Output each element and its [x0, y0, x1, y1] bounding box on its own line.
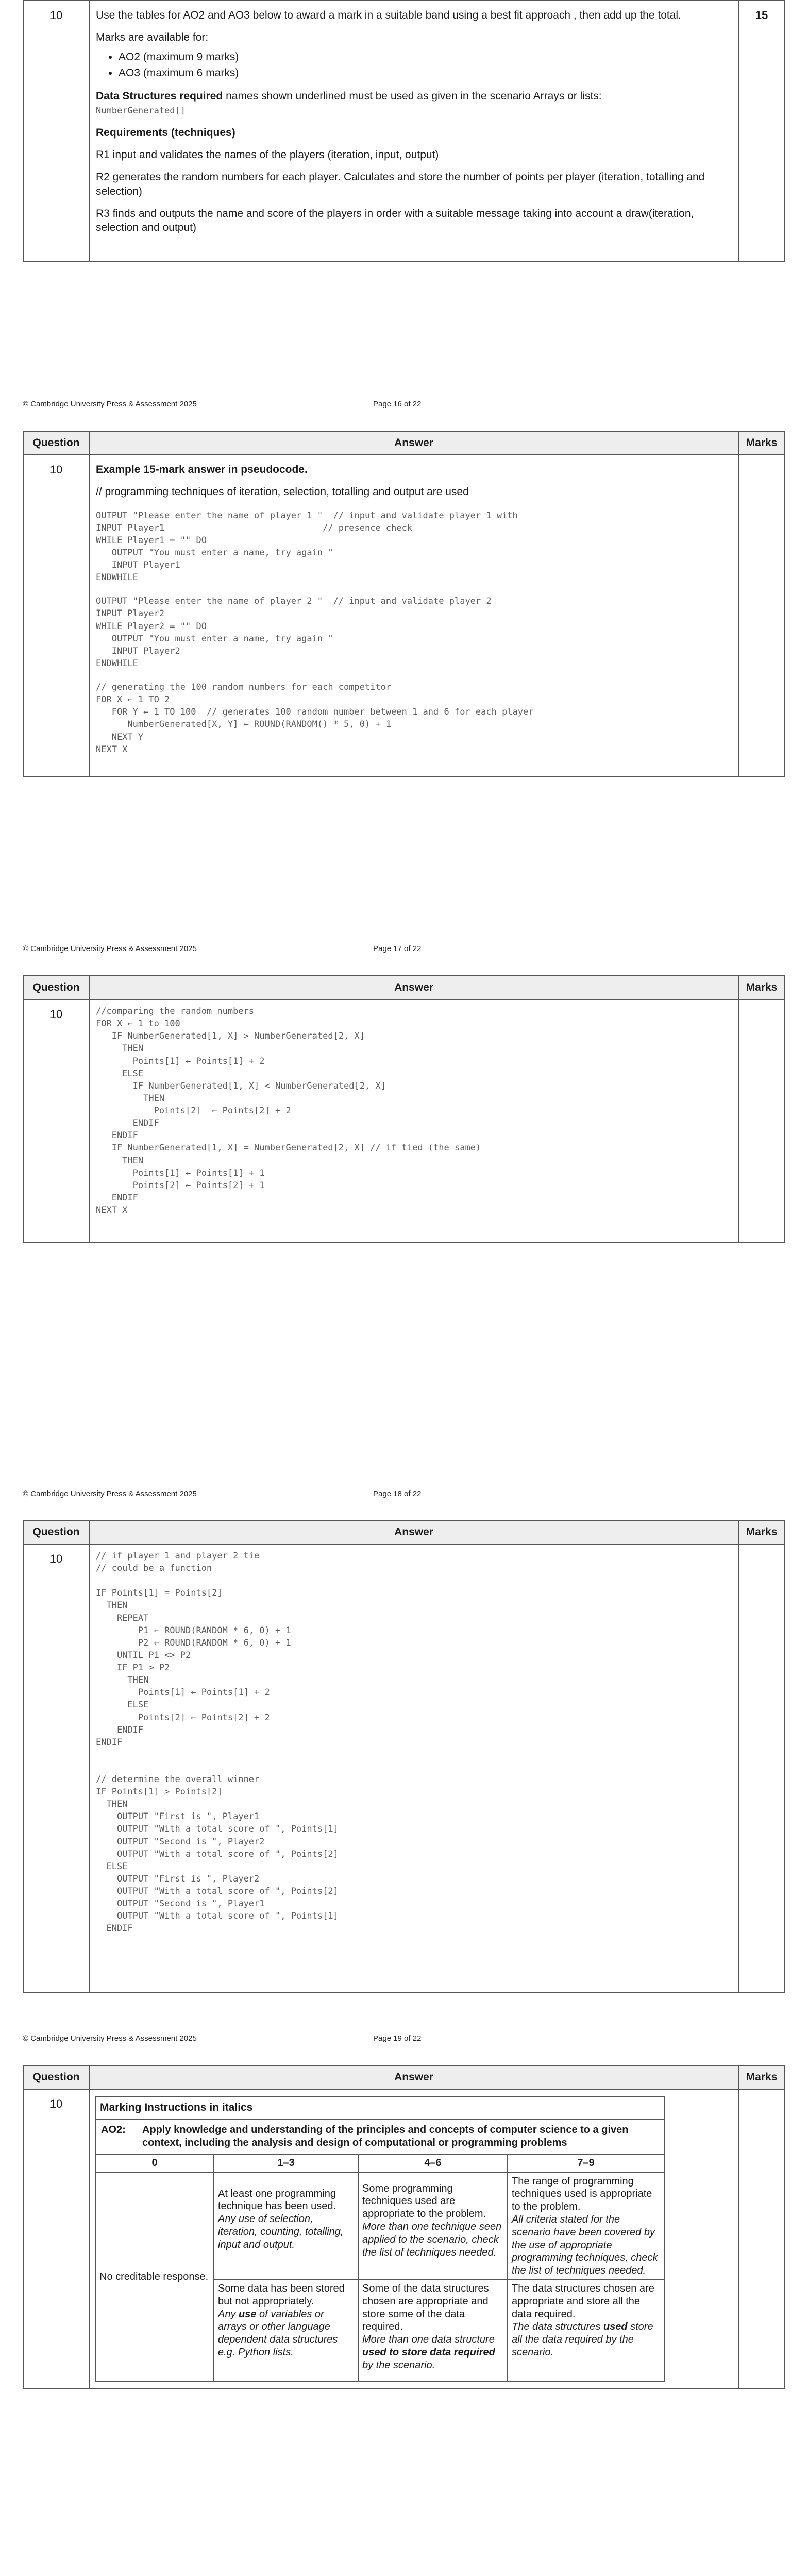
mark-scheme-table: [23, 975, 785, 1243]
code-block-tie-comment: // if player 1 and player 2 tie // could be a function: [96, 1551, 260, 1574]
answer-cell: [89, 999, 738, 1243]
example-heading: Example 15-mark answer in pseudocode.: [96, 464, 308, 476]
question-number: 10: [23, 1, 89, 261]
requirement-r3: R3 finds and outputs the name and score of the players in order with a suitable message taking into account a draw(iteration, selection and output): [96, 207, 694, 234]
copyright-text: © Cambridge University Press & Assessment 2025: [23, 2034, 197, 2043]
marks-header: Marks: [738, 2065, 785, 2089]
list-item: • AO2 (maximum 9 marks): [119, 50, 732, 64]
ao2-r1-band2: Some programming techniques used are appropriate to the problem. More than one technique seen applied to the scenario, check the list of techniques needed.: [358, 2173, 508, 2280]
ao2-description: [95, 2119, 664, 2154]
ao2-r1-band3: The range of programming techniques used is appropriate to the problem. All criteria stated for the scenario have been covered by the use of appropriate programming techniques, check the list of techniques needed.: [508, 2173, 664, 2280]
question-header: Question: [23, 2065, 89, 2089]
ao2-r2-band1: Some data has been stored but not appropriately. Any use of variables or arrays or other language dependent data structures e.g. Python lists.: [214, 2280, 358, 2382]
question-number: 10: [23, 1544, 89, 1992]
requirement-r2: R2 generates the random numbers for each player. Calculates and store the number of points per player (iteration, totalling and selection): [96, 171, 705, 197]
mark-scheme-table: [23, 1520, 785, 1993]
marks-header: Marks: [738, 431, 785, 455]
page-number: Page 17 of 22: [373, 944, 422, 953]
list-item: • AO3 (maximum 6 marks): [119, 66, 732, 80]
answer-cell: [89, 1544, 738, 1992]
page-number: Page 16 of 22: [373, 400, 422, 409]
band-7-9: 7–9: [508, 2154, 664, 2173]
marks-cell: [738, 455, 785, 776]
page-number: Page 18 of 22: [373, 1489, 422, 1498]
marks-header: Marks: [738, 976, 785, 999]
ao2-table: [95, 2096, 665, 2382]
question-header: Question: [23, 976, 89, 999]
ao2-r2-band2: Some of the data structures chosen are appropriate and store some of the data required. More than one data structure used to store data required by the scenario.: [358, 2280, 508, 2382]
marks-header: Marks: [738, 1520, 785, 1544]
marks-cell: [738, 1544, 785, 1992]
code-block-compare: //comparing the random numbers FOR X ← 1 to 100 IF NumberGenerated[1, X] > NumberGenerated[2, X] THEN Points[1] ← Points[1] + 2 ELSE IF NumberGenerated[1, X] < NumberGenerated[2, X] THEN Points[2] ← Points[2] + 2 ENDIF ENDIF IF NumberGenerated[1, X] = NumberGenerated[2, X] // if tied (the same) THEN Points[1] ← Points[1] + 1 Points[2] ← Points[2] + 1 ENDIF NEXT X: [96, 1006, 481, 1215]
copyright-text: © Cambridge University Press & Assessment 2025: [23, 400, 197, 409]
code-block-player1: OUTPUT "Please enter the name of player 1 " // input and validate player 1 with INPUT Player1 // presence check WHILE Player1 = "" DO OUTPUT "You must enter a name, try again " INPUT Player1 ENDWHILE: [96, 510, 518, 583]
marks-cell: [738, 2089, 785, 2389]
data-structures-desc: names shown underlined must be used as given in the scenario Arrays or lists:: [223, 90, 602, 103]
section-tie-winner-code: [23, 1520, 785, 1993]
section-example-answer: [23, 431, 785, 777]
requirements-heading: Requirements (techniques): [96, 126, 235, 139]
section-requirements: [23, 0, 785, 262]
answer-header: Answer: [89, 431, 738, 455]
answer-header: Answer: [89, 1520, 738, 1544]
section-ao2: [23, 2065, 785, 2389]
code-block-winner: // determine the overall winner IF Points[1] > Points[2] THEN OUTPUT "First is ", Player1 OUTPUT "With a total score of ", Points[1] OUTPUT "Second is ", Player2 OUTPUT "With a total score of ", Points[2] ELSE OUTPUT "First is ", Player2 OUTPUT "With a total score of ", Points[2] OUTPUT "Second is ", Player1 OUTPUT "With a total score of ", Points[1] ENDIF: [96, 1774, 339, 1934]
answer-header: Answer: [89, 2065, 738, 2089]
marks-available-text: Marks are available for:: [96, 31, 209, 44]
marks-value: 15: [738, 1, 785, 261]
array-name: NumberGenerated[]: [96, 106, 186, 116]
answer-header: Answer: [89, 976, 738, 999]
code-block-random: // generating the 100 random numbers for each competitor FOR X ← 1 TO 2 FOR Y ← 1 TO 100 // generates 100 random number between 1 and 6 for each player NumberGenerated[X, Y] ← ROUND(RANDOM() * 5, 0) + 1 NEXT Y NEXT X: [96, 682, 534, 755]
no-credit-cell: No creditable response.: [95, 2173, 214, 2382]
page-number: Page 19 of 22: [373, 2034, 422, 2043]
intro-text: Use the tables for AO2 and AO3 below to award a mark in a suitable band using a best fit approach , then add up the total.: [96, 9, 681, 21]
question-number: 10: [23, 455, 89, 776]
answer-cell: [89, 455, 738, 776]
band-0: 0: [95, 2154, 214, 2173]
band-4-6: 4–6: [358, 2154, 508, 2173]
ao2-r2-band3: The data structures chosen are appropriate and store all the data required. The data structures used store all the data required by the scenario.: [508, 2280, 664, 2382]
ao2-label: AO2:: [101, 2124, 126, 2136]
data-structures-text: [96, 89, 732, 117]
answer-cell: [89, 2089, 738, 2389]
ao2-text: Apply knowledge and understanding of the principles and concepts of computer science to a given context, including the analysis and design of computational or programming problems: [142, 2124, 629, 2148]
question-header: Question: [23, 1520, 89, 1544]
marks-list: [119, 50, 732, 80]
requirement-r1: R1 input and validates the names of the players (iteration, input, output): [96, 149, 439, 161]
copyright-text: © Cambridge University Press & Assessment 2025: [23, 1489, 197, 1498]
mark-scheme-table: [23, 431, 785, 777]
answer-cell: [89, 1, 738, 261]
copyright-text: © Cambridge University Press & Assessment 2025: [23, 944, 197, 953]
question-header: Question: [23, 431, 89, 455]
mark-scheme-table: [23, 2065, 785, 2389]
ao2-r1-band1: At least one programming technique has been used. Any use of selection, iteration, counting, totalling, input and output.: [214, 2173, 358, 2280]
code-block-player2: OUTPUT "Please enter the name of player 2 " // input and validate player 2 INPUT Player2 WHILE Player2 = "" DO OUTPUT "You must enter a name, try again " INPUT Player2 ENDWHILE: [96, 596, 492, 669]
techniques-comment: // programming techniques of iteration, selection, totalling and output are used: [96, 486, 469, 498]
marking-instructions-title: Marking Instructions in italics: [95, 2096, 664, 2119]
question-number: 10: [23, 2089, 89, 2389]
marks-cell: [738, 999, 785, 1243]
question-number: 10: [23, 999, 89, 1243]
mark-scheme-table: [23, 0, 785, 262]
data-structures-label: Data Structures required: [96, 90, 223, 103]
band-1-3: 1–3: [214, 2154, 358, 2173]
section-compare-code: [23, 975, 785, 1243]
code-block-tie: IF Points[1] = Points[2] THEN REPEAT P1 ← ROUND(RANDOM * 6, 0) + 1 P2 ← ROUND(RANDOM * 6, 0) + 1 UNTIL P1 <> P2 IF P1 > P2 THEN Points[1] ← Points[1] + 2 ELSE Points[2] ← Points[2] + 2 ENDIF ENDIF: [96, 1588, 291, 1748]
